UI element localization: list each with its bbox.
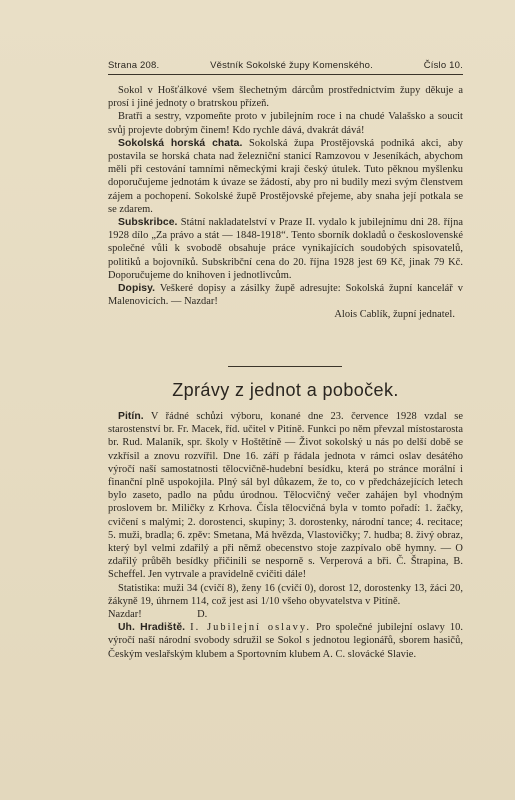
hradiste-heading: Uh. Hradiště.: [118, 622, 186, 634]
pitin-text: V řádné schůzi výboru, konané dne 23. července 1928 vzdal se starostenství br. Fr. Macek, říd. učitel v Pitíně. Funkci po něm převzal místostarosta br. Rud. Malaník, spr. školy v Hoštětíně — Život sokolský u nás po delší době se vzkřísil a znovu rozvířil. Dne 16. září p řádala jednota v rámci oslav desátého výročí naší samostatnosti tělocvičně-hudební besídku, která po stránce morální i finanční plně uspokojila. Plný sál byl důkazem, že to, co v předcházejících letech bylo zaseto, padlo na půdu úrodnou. Tělocvičný večer zahájen byl vhodným proslovem br. Miličky z Krhova. Čísla tělocvičná byla v tomto pořadí: 1. žačky, cvičení s malými; 2. dorostenci, skupiny; 3. dorostenky, národní tance; 4. recitace; 5. muži, bradla; 6. zpěv: Smetana, Má hvězda, Vlastovičky; 7. hudba; 8. živý obraz, který byl velmi zdařilý a při němž obecenstvo stoje zazpívalo obě hymny. — O zdařilý průběh besídky přičinili se nesporně s. Verperová a bři. Č. Štrapina, B. Scheffel. Jen vytrvale a pravidelně cvičiti dále!: [108, 411, 463, 581]
hradiste-paragraph: [108, 621, 463, 661]
dopisy-paragraph: [108, 282, 463, 308]
subskribce-text: Státní nakladatelství v Praze II. vydalo k jubilejnímu dni 28. října 1928 dílo „Za právo a stát — 1848-1918“. Tento sborník dokladů o československé společné vůli k svobodě obsahuje práce vynikajících soudobých spisovatelů, politiků a bojovníků. Subskribční cena do 20. října 1928 jest 69 Kč, jinak 79 Kč. Doporučujeme do knihoven i jednotlivcům.: [108, 217, 463, 281]
dopisy-signature: Alois Cablík, župní jednatel.: [334, 309, 455, 321]
horska-chata-paragraph: [108, 137, 463, 216]
section-title: Zprávy z jednot a poboček.: [172, 380, 399, 400]
appeal-paragraph: Bratři a sestry, vzpomeňte proto v jubilejním roce i na chudé Valašsko a soucit svůj projevte dobrým činem! Kdo rychle dává, dvakrát dává!: [108, 111, 463, 136]
pitin-stats: [108, 582, 463, 622]
section-divider: [228, 366, 342, 367]
pitin-initial: D.: [197, 609, 208, 621]
page-header: [108, 60, 463, 71]
pitin-paragraph: [108, 410, 463, 582]
page-number: Strana 208.: [108, 60, 160, 71]
horska-chata-heading: Sokolská horská chata.: [118, 137, 243, 149]
horska-chata-text: Sokolská župa Prostějovská podniká akci, aby postavila se horská chata nad železniční stanicí Ramzovou v Jeseníkách, abychom měli při cestování tamními německými kraji český útulek. Tuto pěknou myšlenku doporučujeme jednotám k úvaze se žádostí, aby pro ni budily mezi svým členstvem zájem a pochopení. Sokolské župě Prostějovské přejeme, aby snaha její potkala se se zdarem.: [108, 137, 463, 215]
journal-title: Věstník Sokolské župy Komenského.: [210, 60, 373, 71]
pitin-stats-text: Statistika: muži 34 (cvičí 8), ženy 16 (cvičí 0), dorost 12, dorostenky 13, žáci 20, žákyně 19, úhrnem 114, což jest asi 1/10 všeho obyvatelstva v Pitíně.: [108, 582, 463, 607]
hostalkova-paragraph: Sokol v Hošťálkové všem šlechetným dárcům prostřednictvím župy děkuje a prosí i jiné jednoty o bratrskou přízeň.: [108, 85, 463, 110]
subskribce-heading: Subskribce.: [118, 217, 178, 229]
header-rule: [108, 74, 463, 75]
subskribce-paragraph: [108, 216, 463, 282]
pitin-nazdar: Nazdar!: [108, 609, 142, 621]
dopisy-heading: Dopisy.: [118, 283, 156, 295]
pitin-heading: Pitín.: [118, 411, 144, 422]
issue-number: Číslo 10.: [423, 60, 463, 71]
upper-column: [108, 84, 463, 322]
hradiste-text: Pro společné jubilejní oslavy 10. výročí naší národní svobody sdružil se Sokol s jednotou legionářů, sborem hasičů, Českým veslařským klubem a Sportovním klubem A. C. slovácké Slavie.: [108, 622, 463, 660]
hradiste-subheading: I. Jubilejní oslavy.: [190, 622, 311, 634]
lower-column: [108, 410, 463, 661]
dopisy-text: Veškeré dopisy a zásilky župě adresujte: Sokolská župní kancelář v Malenovicích. — Nazdar!: [108, 283, 463, 308]
